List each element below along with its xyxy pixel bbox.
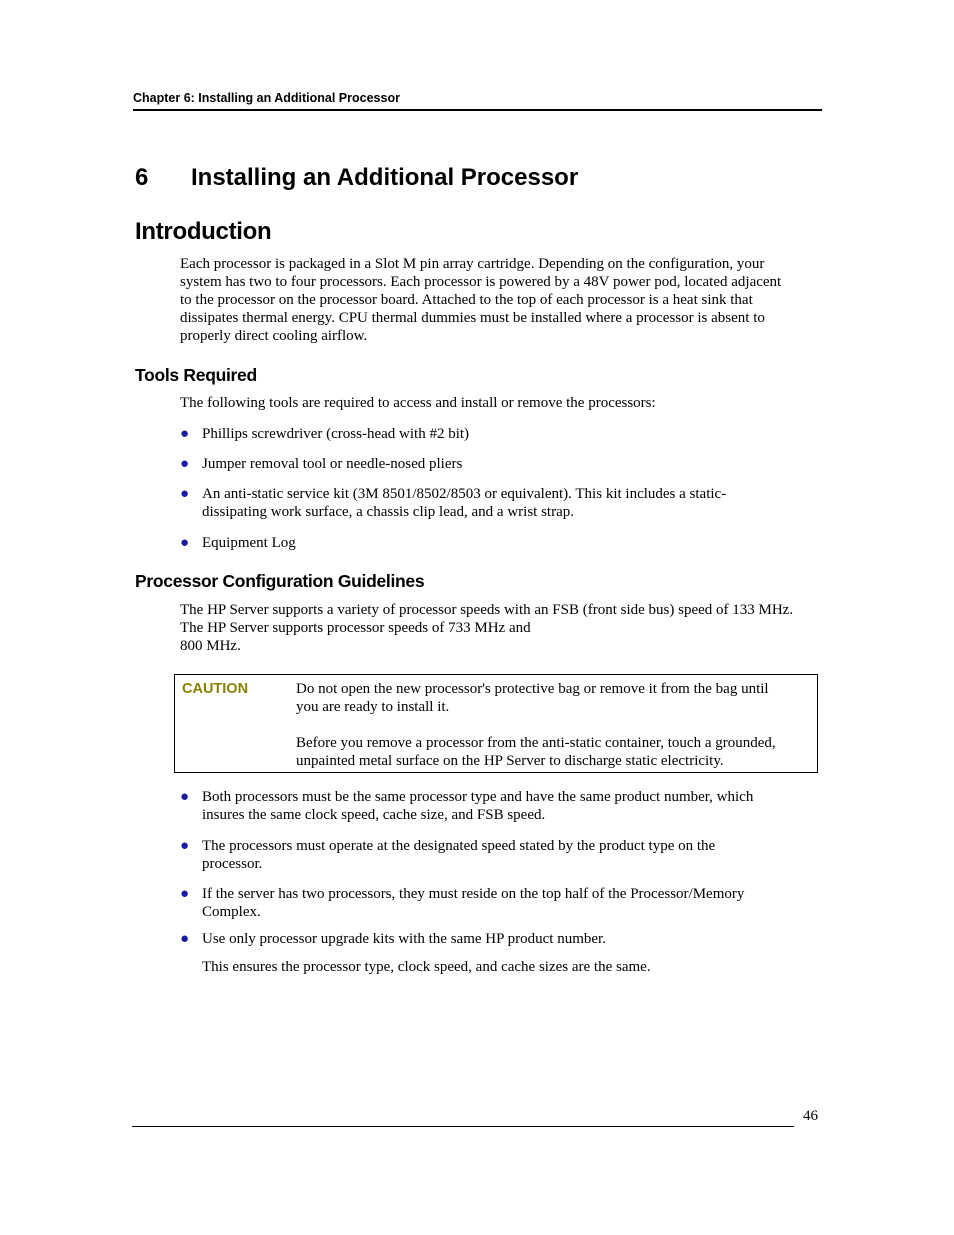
list-item xyxy=(180,837,780,873)
text-line: dissipates thermal energy. CPU thermal dummies must be installed where a processor is absent to xyxy=(180,310,765,326)
chapter-title-text: Installing an Additional Processor xyxy=(191,164,579,191)
chapter-number: 6 xyxy=(135,164,149,191)
running-header-text: Chapter 6: Installing an Additional Processor xyxy=(133,91,400,105)
list-item xyxy=(180,930,780,948)
list-item xyxy=(180,885,780,921)
bullet-dot-icon: ● xyxy=(180,931,190,947)
bullet-dot-icon: ● xyxy=(180,789,190,805)
guidelines-closing-note: This ensures the processor type, clock speed, and cache sizes are the same. xyxy=(202,959,651,975)
text-line: insures the same clock speed, cache size, and FSB speed. xyxy=(202,807,546,823)
page-number: 46 xyxy=(803,1108,818,1124)
list-item xyxy=(180,425,780,443)
chapter-title xyxy=(135,163,578,193)
caution-paragraph xyxy=(296,734,811,770)
text-line: The HP Server supports a variety of processor speeds with an FSB (front side bus) speed of 133 MHz. xyxy=(180,602,794,618)
text-line: processor. xyxy=(202,856,263,872)
text-line: Do not open the new processor's protective bag or remove it from the bag until xyxy=(296,681,769,697)
list-item-text xyxy=(202,837,780,873)
list-item xyxy=(180,455,780,473)
text-line: unpainted metal surface on the HP Server to discharge static electricity. xyxy=(296,753,724,769)
guidelines-paragraph xyxy=(180,601,793,655)
processor-configuration-heading: Processor Configuration Guidelines xyxy=(135,571,425,591)
caution-paragraph xyxy=(296,680,811,716)
tools-intro: The following tools are required to access and install or remove the processors: xyxy=(180,395,656,411)
footer-rule xyxy=(132,1126,794,1127)
list-item xyxy=(180,788,780,824)
bullet-dot-icon: ● xyxy=(180,456,190,472)
bullet-dot-icon: ● xyxy=(180,838,190,854)
text-line: dissipating work surface, a chassis clip lead, and a wrist strap. xyxy=(202,504,574,520)
text-line: 800 MHz. xyxy=(180,638,241,654)
list-item-text xyxy=(202,788,780,824)
list-item-text: Jumper removal tool or needle-nosed pliers xyxy=(202,456,463,472)
text-line: The HP Server supports processor speeds of 733 MHz and xyxy=(180,620,531,636)
text-line: Before you remove a processor from the anti-static container, touch a grounded, xyxy=(296,735,776,751)
bullet-dot-icon: ● xyxy=(180,486,190,502)
text-line: to the processor on the processor board. Attached to the top of each processor is a heat sink that xyxy=(180,292,753,308)
list-item-text xyxy=(202,485,780,521)
text-line: you are ready to install it. xyxy=(296,699,450,715)
running-header xyxy=(133,90,822,111)
introduction-heading: Introduction xyxy=(135,218,272,245)
list-item-text: Use only processor upgrade kits with the same HP product number. xyxy=(202,931,606,947)
text-line: If the server has two processors, they must reside on the top half of the Processor/Memory xyxy=(202,886,745,902)
list-item xyxy=(180,485,780,521)
list-item-text: Equipment Log xyxy=(202,535,296,551)
text-line: The processors must operate at the designated speed stated by the product type on the xyxy=(202,838,716,854)
list-item xyxy=(180,534,780,552)
bullet-dot-icon: ● xyxy=(180,426,190,442)
text-line: Complex. xyxy=(202,904,261,920)
bullet-dot-icon: ● xyxy=(180,535,190,551)
text-line: system has two to four processors. Each processor is powered by a 48V power pod, located adjacent xyxy=(180,274,782,290)
text-line: An anti-static service kit (3M 8501/8502/8503 or equivalent). This kit includes a static- xyxy=(202,486,727,502)
text-line: Each processor is packaged in a Slot M pin array cartridge. Depending on the configuration, your xyxy=(180,256,765,272)
introduction-paragraph xyxy=(180,255,781,345)
text-line: Both processors must be the same processor type and have the same product number, which xyxy=(202,789,754,805)
bullet-dot-icon: ● xyxy=(180,886,190,902)
caution-label: CAUTION xyxy=(182,681,249,697)
list-item-text xyxy=(202,885,780,921)
caution-box xyxy=(174,674,818,773)
text-line: properly direct cooling airflow. xyxy=(180,328,368,344)
tools-required-heading: Tools Required xyxy=(135,365,257,385)
list-item-text: Phillips screwdriver (cross-head with #2 bit) xyxy=(202,426,470,442)
